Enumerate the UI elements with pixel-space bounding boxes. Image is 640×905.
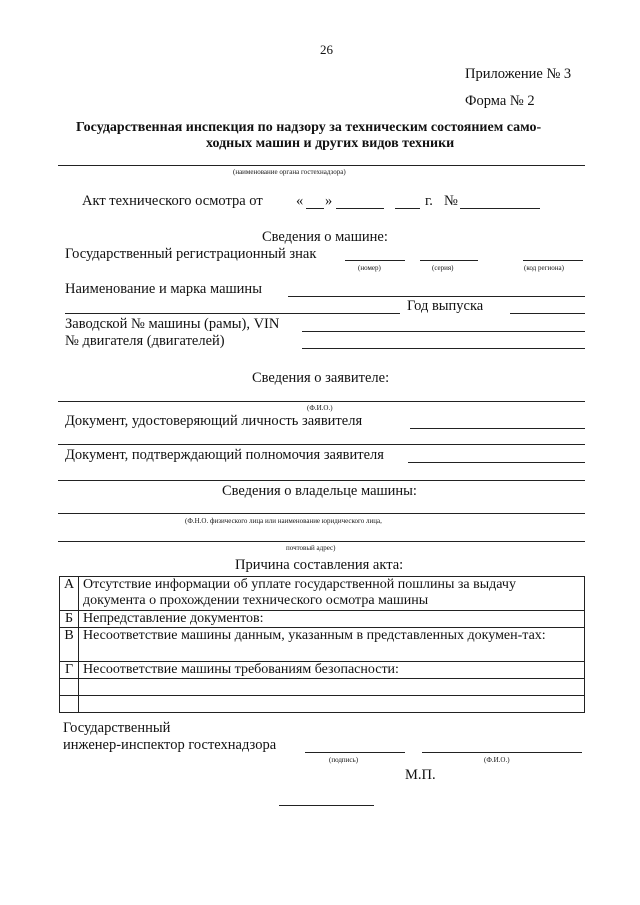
act-quote-open: « bbox=[296, 193, 304, 209]
act-month-field[interactable] bbox=[336, 208, 384, 209]
id-doc-field[interactable] bbox=[410, 428, 585, 429]
engine-no-field[interactable] bbox=[302, 348, 585, 349]
reason-letter: Г bbox=[60, 662, 79, 679]
reason-letter bbox=[60, 696, 79, 713]
id-doc-field-2[interactable] bbox=[58, 444, 585, 445]
signature-fio-field[interactable] bbox=[422, 752, 582, 753]
reason-row-a bbox=[60, 577, 585, 611]
heading-line2: ходных машин и других видов техники bbox=[206, 136, 455, 151]
signature-title-line2: инженер-инспектор гостехнадзора bbox=[63, 737, 277, 753]
year-field[interactable] bbox=[510, 313, 585, 314]
act-number-field[interactable] bbox=[460, 208, 540, 209]
reg-sign-label: Государственный регистрационный знак bbox=[65, 246, 317, 262]
signature-fio-caption: (Ф.И.О.) bbox=[484, 756, 510, 764]
reason-letter: Б bbox=[60, 611, 79, 628]
reasons-title: Причина составления акта: bbox=[235, 557, 404, 573]
reason-text: Несоответствие машины данным, указанным в представленных докумен-тах: bbox=[79, 628, 585, 662]
applicant-fio-caption: (Ф.И.О.) bbox=[307, 404, 333, 412]
name-brand-field-2[interactable] bbox=[65, 313, 400, 314]
stamp-label: М.П. bbox=[405, 767, 436, 783]
name-brand-field[interactable] bbox=[288, 296, 585, 297]
reg-region-field[interactable] bbox=[523, 260, 583, 261]
authority-doc-label: Документ, подтверждающий полномочия заявителя bbox=[65, 447, 384, 463]
heading-line1: Государственная инспекция по надзору за техническим состоянием само- bbox=[76, 120, 542, 135]
signature-caption: (подпись) bbox=[329, 756, 359, 764]
reason-letter: А bbox=[60, 577, 79, 611]
page-number: 26 bbox=[320, 42, 333, 57]
reason-row-g bbox=[60, 662, 585, 679]
act-number-sign: № bbox=[444, 193, 458, 209]
owner-address-field[interactable] bbox=[58, 541, 585, 542]
reason-row-b bbox=[60, 611, 585, 628]
org-name-line bbox=[58, 165, 585, 166]
act-year-field[interactable] bbox=[395, 208, 420, 209]
year-label: Год выпуска bbox=[407, 298, 484, 314]
reason-text[interactable] bbox=[79, 696, 585, 713]
reason-row-empty bbox=[60, 679, 585, 696]
reason-text: Непредставление документов: bbox=[79, 611, 585, 628]
footer-line bbox=[279, 805, 374, 806]
engine-no-label: № двигателя (двигателей) bbox=[65, 333, 225, 349]
reg-region-caption: (код региона) bbox=[524, 264, 564, 272]
reg-number-field[interactable] bbox=[345, 260, 405, 261]
reason-text: Несоответствие машины требованиям безопасности: bbox=[79, 662, 585, 679]
authority-doc-field[interactable] bbox=[408, 462, 585, 463]
org-caption: (наименование органа гостехнадзора) bbox=[233, 168, 346, 176]
factory-no-label: Заводской № машины (рамы), VIN bbox=[65, 316, 280, 332]
form-label: Форма № 2 bbox=[465, 93, 535, 109]
owner-caption: (Ф.Н.О. физического лица или наименование юридического лица, bbox=[185, 517, 382, 525]
act-label: Акт технического осмотра от bbox=[82, 193, 263, 209]
reason-row-empty bbox=[60, 696, 585, 713]
name-brand-label: Наименование и марка машины bbox=[65, 281, 262, 297]
act-quote-close: » bbox=[325, 193, 333, 209]
reg-number-caption: (номер) bbox=[358, 264, 381, 272]
appendix-label: Приложение № 3 bbox=[465, 66, 572, 82]
factory-no-field[interactable] bbox=[302, 331, 585, 332]
applicant-fio-field[interactable] bbox=[58, 401, 585, 402]
reasons-table bbox=[59, 576, 585, 713]
reg-series-caption: (серия) bbox=[432, 264, 454, 272]
reason-letter bbox=[60, 679, 79, 696]
authority-doc-field-2[interactable] bbox=[58, 480, 585, 481]
applicant-title: Сведения о заявителе: bbox=[252, 370, 390, 386]
machine-title: Сведения о машине: bbox=[262, 229, 388, 245]
act-day-field[interactable] bbox=[306, 208, 324, 209]
owner-name-field[interactable] bbox=[58, 513, 585, 514]
signature-title-line1: Государственный bbox=[63, 720, 171, 736]
reason-text[interactable] bbox=[79, 679, 585, 696]
owner-title: Сведения о владельце машины: bbox=[222, 483, 417, 499]
id-doc-label: Документ, удостоверяющий личность заявителя bbox=[65, 413, 363, 429]
reason-letter: В bbox=[60, 628, 79, 662]
reg-series-field[interactable] bbox=[420, 260, 478, 261]
signature-field[interactable] bbox=[305, 752, 405, 753]
reason-row-v bbox=[60, 628, 585, 662]
owner-address-caption: почтовый адрес) bbox=[286, 544, 336, 552]
reason-text: Отсутствие информации об уплате государственной пошлины за выдачу документа о прохождении технического осмотра машины bbox=[79, 577, 585, 611]
act-year-suffix: г. bbox=[425, 193, 433, 209]
